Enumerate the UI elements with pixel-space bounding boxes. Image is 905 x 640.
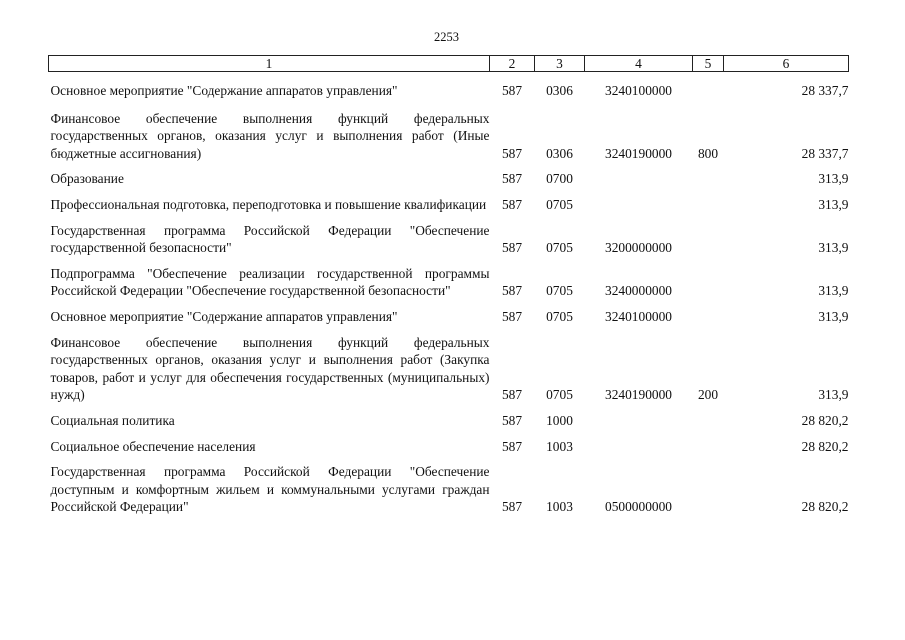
row-section-code: 1000: [546, 412, 573, 428]
row-target-article-code: [585, 188, 693, 214]
row-target-article-code: 3240100000: [605, 308, 672, 324]
table-row: [49, 455, 849, 516]
row-name: Социальная политика: [50, 412, 175, 428]
row-name: Финансовое обеспечение выполнения функций федеральных государственных органов, оказания услуг и выполнения работ (Закупка товаров, работ и услуг для обеспечения государственных (муниципальных) нужд): [50, 334, 490, 403]
column-number-header-row: [49, 56, 849, 72]
row-section-code: 0705: [546, 240, 573, 256]
table-row: [49, 326, 849, 404]
column-header-2: 2: [490, 56, 535, 72]
column-header-5: 5: [693, 56, 724, 72]
row-name: Профессиональная подготовка, переподготовка и повышение квалификации: [50, 196, 487, 212]
row-amount: 28 337,7: [801, 145, 849, 161]
row-name: Финансовое обеспечение выполнения функций федеральных государственных органов, оказания услуг и выполнения работ (Иные бюджетные ассигнования): [50, 110, 490, 161]
row-expense-type-code: [693, 72, 724, 100]
column-header-4: 4: [585, 56, 693, 72]
row-admin-code: 587: [501, 412, 523, 428]
row-amount: 313,9: [818, 308, 849, 324]
row-amount: 28 820,2: [801, 499, 849, 515]
row-target-article-code: 3240190000: [605, 387, 672, 403]
row-expense-type-code: [693, 257, 724, 300]
row-admin-code: 587: [501, 196, 523, 212]
row-amount: 313,9: [818, 196, 849, 212]
table-row: [49, 188, 849, 214]
row-name: Основное мероприятие "Содержание аппаратов управления": [50, 83, 398, 98]
row-name: Основное мероприятие "Содержание аппаратов управления": [50, 308, 398, 324]
row-section-code: 1003: [546, 499, 573, 515]
row-expense-type-code: 200: [697, 387, 719, 403]
row-admin-code: 587: [501, 171, 523, 187]
table-row: [49, 72, 849, 100]
row-admin-code: 587: [501, 387, 523, 403]
row-name: Социальное обеспечение населения: [50, 438, 256, 454]
row-target-article-code: 3240190000: [605, 145, 672, 161]
row-section-code: 0705: [546, 387, 573, 403]
table-row: [49, 214, 849, 257]
row-section-code: 0705: [546, 308, 573, 324]
row-target-article-code: 3200000000: [605, 240, 672, 256]
table-row: [49, 300, 849, 326]
row-amount: 28 820,2: [801, 412, 849, 428]
row-amount: 28 820,2: [801, 438, 849, 454]
row-expense-type-code: [693, 300, 724, 326]
row-admin-code: 587: [501, 145, 523, 161]
row-name: Образование: [50, 171, 124, 187]
row-name: Подпрограмма "Обеспечение реализации государственной программы Российской Федерации "Обеспечение государственной безопасности": [50, 265, 490, 299]
row-section-code: 0705: [546, 283, 573, 299]
row-section-code: 0306: [546, 83, 573, 98]
row-amount: 313,9: [818, 283, 849, 299]
row-expense-type-code: [693, 430, 724, 456]
row-target-article-code: 3240100000: [605, 83, 672, 98]
row-admin-code: 587: [501, 438, 523, 454]
row-section-code: 0700: [546, 171, 573, 187]
table-row: [49, 404, 849, 430]
row-expense-type-code: [693, 455, 724, 516]
row-admin-code: 587: [501, 240, 523, 256]
row-amount: 313,9: [818, 171, 849, 187]
row-admin-code: 587: [501, 283, 523, 299]
row-expense-type-code: [693, 188, 724, 214]
row-expense-type-code: [693, 162, 724, 188]
row-section-code: 1003: [546, 438, 573, 454]
table-row: [49, 162, 849, 188]
budget-table: [48, 55, 849, 516]
row-target-article-code: 0500000000: [605, 499, 672, 515]
row-target-article-code: [585, 404, 693, 430]
table-row: [49, 430, 849, 456]
row-admin-code: 587: [501, 499, 523, 515]
row-expense-type-code: [693, 214, 724, 257]
row-section-code: 0306: [546, 145, 573, 161]
table-row: [49, 100, 849, 163]
table-body: [49, 72, 849, 516]
row-amount: 313,9: [818, 240, 849, 256]
table-row: [49, 257, 849, 300]
column-header-3: 3: [535, 56, 585, 72]
column-header-6: 6: [724, 56, 849, 72]
row-expense-type-code: 800: [697, 145, 719, 161]
row-amount: 28 337,7: [801, 83, 849, 98]
row-admin-code: 587: [501, 83, 523, 98]
column-header-1: 1: [49, 56, 490, 72]
row-target-article-code: [585, 430, 693, 456]
row-name: Государственная программа Российской Федерации "Обеспечение доступным и комфортным жильем и коммунальными услугами граждан Российской Федерации": [50, 464, 490, 515]
row-amount: 313,9: [818, 387, 849, 403]
row-section-code: 0705: [546, 196, 573, 212]
row-name: Государственная программа Российской Федерации "Обеспечение государственной безопасности": [50, 222, 490, 256]
row-expense-type-code: [693, 404, 724, 430]
row-target-article-code: 3240000000: [605, 283, 672, 299]
row-admin-code: 587: [501, 308, 523, 324]
row-target-article-code: [585, 162, 693, 188]
page-number: 2253: [434, 30, 459, 44]
